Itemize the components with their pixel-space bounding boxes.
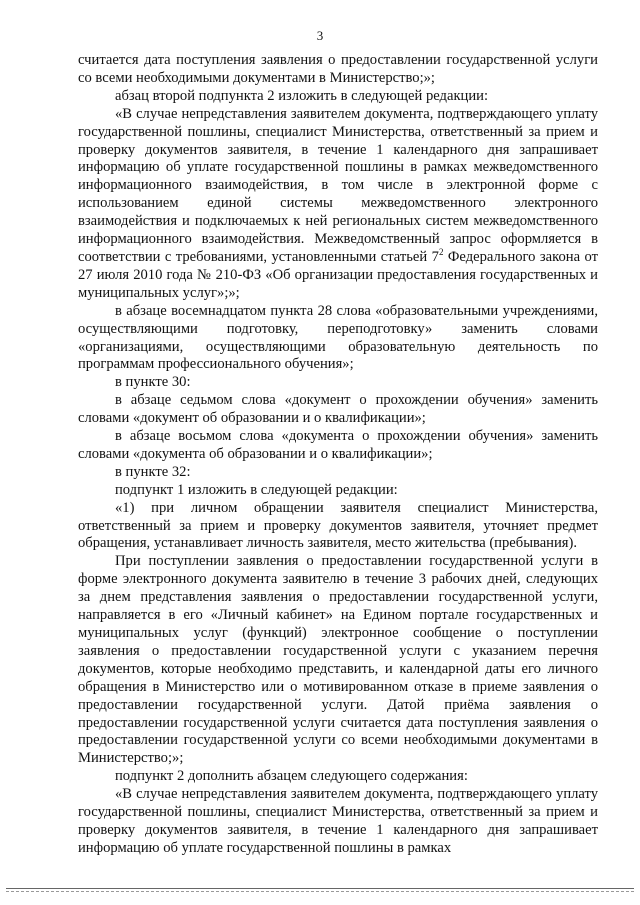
paragraph-3-text-after: Федерального закона от 27 июля 2010 года № 210-ФЗ «Об организации предоставления государственных и муниципальных услуг»;»; [78, 248, 598, 301]
paragraph-1: считается дата поступления заявления о предоставлении государственной услуги со всеми необходимыми документами в Министерство;»; [78, 52, 598, 86]
paragraph-2: абзац второй подпункта 2 изложить в следующей редакции: [115, 87, 489, 104]
article-superscript: 2 [438, 246, 444, 257]
paragraph-4: в абзаце восемнадцатом пункта 28 слова «образовательными учреждениями, осуществляющими подготовку, переподготовку» заменить словами «организациями, осуществляющими образовательную деятельность по программам профессионального обучения»; [78, 302, 598, 373]
footer-divider-dashed [6, 891, 634, 892]
paragraph-13: «В случае непредставления заявителем документа, подтверждающего уплату государственной пошлины, специалист Министерства, ответственный за прием и проверку документов заявителя, в течение 1 календарного дня запрашивает информацию об уплате государственной пошлины в рамках [78, 786, 598, 856]
footer-divider [6, 888, 634, 889]
paragraph-9: подпункт 1 изложить в следующей редакции: [115, 481, 398, 498]
paragraph-8: в пункте 32: [115, 463, 191, 480]
document-body [78, 52, 598, 858]
paragraph-11: При поступлении заявления о предоставлении государственной услуги в форме электронного документа заявителю в течение 3 рабочих дней, следующих за днем представления заявления о предоставлении государственной услуги, направляется в его «Личный кабинет» на Едином портале государственных и муниципальных услуг (функций) электронное сообщение о поступлении заявления о предоставлении государственной услуги с указанием перечня документов, которые необходимо представить, и календарной даты его личного обращения в Министерство или о мотивированном отказе в приеме заявления о предоставлении государственной услуги. Датой приёма заявления о предоставлении государственной услуги считается дата поступления заявления о предоставлении государственной услуги со всеми необходимыми документами в Министерство;»; [78, 553, 598, 767]
paragraph-7: в абзаце восьмом слова «документа о прохождении обучения» заменить словами «документа об образовании и о квалификации»; [78, 428, 598, 462]
paragraph-5: в пункте 30: [115, 374, 191, 391]
paragraph-6: в абзаце седьмом слова «документ о прохождении обучения» заменить словами «документ об образовании и о квалификации»; [78, 392, 598, 427]
paragraph-3-text: «В случае непредставления заявителем документа, подтверждающего уплату государственной пошлины, специалист Министерства, ответственный за прием и проверку документов заявителя, в течение 1 календарного дня запрашивает информацию об уплате государственной пошлины в рамках межведомственного информационного взаимодействия, в том числе в электронной форме с использованием единой системы межведомственного электронного взаимодействия и подключаемых к ней региональных систем межведомственного информационного взаимодействия. Межведомственный запрос оформляется в соответствии с требованиями, установленными статьей 7 [78, 105, 598, 265]
paragraph-3 [78, 106, 598, 303]
paragraph-10: «1) при личном обращении заявителя специалист Министерства, ответственный за прием и проверку документов заявителя, уточняет предмет обращения, устанавливает личность заявителя, место жительства (пребывания). [78, 499, 598, 552]
paragraph-12: подпункт 2 дополнить абзацем следующего содержания: [115, 768, 468, 785]
page-number: 3 [316, 28, 324, 43]
